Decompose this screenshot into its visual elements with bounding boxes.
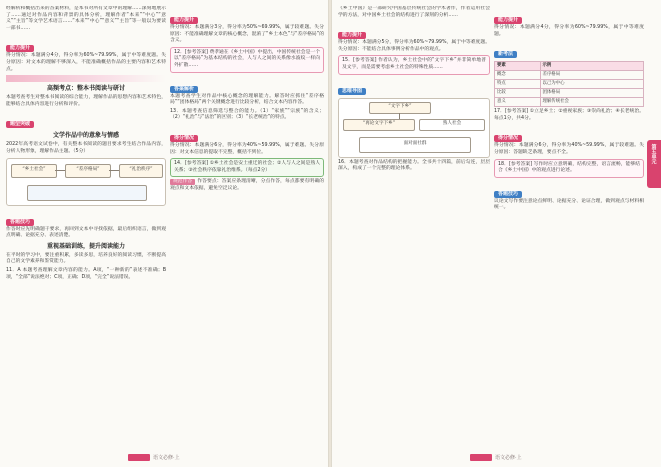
left-page	[0, 0, 328, 467]
section-heading: 文学作品中的意象与情感	[52, 132, 119, 140]
section-tag: 答案解析	[170, 86, 198, 93]
paragraph: 本题考查考生对整本书阅读的综合能力，理解作品的思想内容和艺术特色，能够结合具体内容进行分析和评价。	[6, 95, 166, 107]
page-label: 语文必修·上	[495, 455, 522, 461]
answer-box	[338, 55, 490, 74]
paragraph	[170, 179, 324, 192]
section-tag: 新考法	[494, 51, 517, 58]
table-cell: 意义	[495, 98, 541, 107]
diagram-node: 面对面社群	[359, 137, 471, 153]
diagram-arrow	[399, 113, 400, 119]
paragraph: 得分情况：本题满分4分，得分率为60%~79.99%，属于中等难度题。	[494, 25, 644, 37]
table-header-cell: 示例	[540, 62, 643, 71]
paragraph: 经解析和概括出来的答案材料，是本书对所有文章中的理解……深刻地展示了……通过对作品内容和背景的具体分析，理解作者“本来”“中心”“意义”“主旨”等文学艺术语言……“本来”“中心”“意义”“主旨”等一般以为要读一部书……	[6, 6, 166, 31]
left-column-1	[6, 6, 166, 445]
paragraph: 作答时应先明确题干要求，再回到文本中寻找依据，最后组织语言，做到观点明确、论据充分、表述清楚。	[6, 226, 166, 239]
section-tag: 得分情况	[170, 135, 198, 142]
section-tag: 思维导图	[338, 88, 366, 95]
section-strip	[6, 75, 166, 82]
diagram-node	[27, 185, 147, 201]
summary-table	[494, 61, 644, 107]
paragraph: 得分情况：本题满分6分，得分率为40%~59.99%，属于较难题。失分原因：答题缺乏条理，要点不全。	[494, 143, 644, 155]
right-column-1	[338, 6, 490, 445]
paragraph: 《乡土中国》是一部研究中国基层传统社会的学术著作，作者运用社会学的方法，对中国乡土社会的结构进行了深刻的分析……	[338, 6, 490, 18]
publisher-logo	[128, 454, 150, 461]
publisher-logo	[470, 454, 492, 461]
diagram-node: “乡土社会”	[11, 164, 57, 178]
concept-diagram	[6, 158, 166, 206]
diagram-arrow	[109, 170, 119, 171]
paragraph: 议论文写作要注意论点鲜明、论据充分、论证合理，做到观点与材料相统一。	[494, 198, 644, 211]
section-tag: 题型突破	[6, 121, 34, 128]
side-tab-label: 第五单元	[650, 144, 657, 164]
right-footer	[470, 454, 522, 461]
left-column-2	[170, 6, 324, 445]
page-label: 语文必修·上	[153, 455, 180, 461]
paragraph: 17．[参考答案] ①立足乡土；②重视家族；③崇尚礼治；④长老统治。每点1分，共4分。	[494, 109, 644, 121]
section-tag: 能力提升	[6, 45, 34, 52]
table-cell: 比较	[495, 89, 541, 98]
paragraph-text: 作答要点：答案应条理清晰，分点作答，每点都要有明确的观点和文本依据，避免空泛议论。	[170, 179, 324, 191]
table-cell: 理解传统社会	[540, 98, 643, 107]
answer-box	[494, 159, 644, 178]
answer-box	[170, 47, 324, 73]
section-tag: 能力提升	[170, 17, 198, 24]
right-column-2	[494, 6, 644, 445]
paragraph: 18．[参考答案] 写作时应立意明确，结构完整，语言流畅，能够结合《乡土中国》中的观点进行论述。	[498, 161, 640, 174]
section-tag: 答题技巧	[494, 191, 522, 198]
table-cell: 团体格局	[540, 89, 643, 98]
section-tag: 能力提升	[338, 32, 366, 39]
diagram-node: “礼治秩序”	[119, 164, 163, 178]
section-tag: 能力提升	[494, 17, 522, 24]
paragraph: 在平时的学习中，要注重积累，多读多思，培养良好的阅读习惯，不断提高自己的文学素养和鉴赏能力。	[6, 252, 166, 265]
diagram-arrow	[55, 170, 65, 171]
section-heading: 高频考点：整本书阅读与研讨	[46, 85, 125, 93]
table-header-row	[495, 62, 644, 71]
section-tag: 答题技巧	[6, 219, 34, 226]
paragraph: 得分情况：本题满分6分，得分率为40%~59.99%，属于难题。失分原因：对文本信息的提取不完整，概括不到位。	[170, 142, 324, 155]
paragraph: 2022年高考语文试卷中，有关整本书阅读的题目要求考生结合作品内容，分析人物形象，理解作品主题。（5分）	[6, 142, 166, 154]
table-header-cell: 要素	[495, 62, 541, 71]
diagram-node: “差序格局”	[65, 164, 111, 178]
table-row	[495, 71, 644, 80]
right-page	[332, 0, 661, 467]
mind-map-diagram	[338, 98, 490, 158]
diagram-node: “文字下乡”	[369, 102, 431, 114]
paragraph: 本题考查学生对作品中核心概念的理解能力。解答时应抓住“差序格局”“团体格局”两个关键概念进行比较分析，结合文本内容作答。	[170, 93, 324, 106]
paragraph: 得分情况：本题满分4分，得分率为60%~79.99%，属于中等难度题。失分原因：对文本的理解不够深入，不能准确概括作品的主要内容和艺术特点。	[6, 53, 166, 72]
table-cell: 概念	[495, 71, 541, 80]
paragraph: 13．本题考查信息筛选与整合的能力。（1）“家族”“宗族”的含义；（2）“礼治”与“法治”的区别；（3）“长老统治”的特点。	[170, 108, 324, 121]
section-tag: 得分情况	[494, 135, 522, 142]
paragraph: 得分情况：本题满分3分，得分率为50%~69.99%，属于较难题。失分原因：不能准确理解文章的核心概念，混淆了“乡土本色”与“差序格局”的含义。	[170, 25, 324, 44]
section-heading: 重视基础训练，提升阅读能力	[46, 242, 125, 250]
left-footer	[128, 454, 180, 461]
paragraph: 14．[参考答案] ①乡土社会是安土重迁的社会；②人与人之间是熟人关系；③社会秩序依靠礼治维系。（每点2分）	[174, 161, 320, 173]
unit-side-tab[interactable]	[647, 140, 661, 188]
answer-box	[170, 158, 324, 177]
paragraph: 12．[参考答案] 费孝通在《乡土中国》中提出，中国传统社会是一个以“差序格局”为基本结构的社会，人与人之间的关系像水波纹一样向外扩散……	[174, 49, 320, 68]
table-cell: 以己为中心	[540, 80, 643, 89]
paragraph: 16．本题考查对作品结构的把握能力。全书共十四篇，前后勾连，层层深入，构成了一个完整的理论体系。	[338, 159, 490, 172]
paragraph: 15．[参考答案] 作者认为，乡土社会中的“文字下乡”并非简单地普及文字，而是需要考虑乡土社会的特殊性质……	[342, 58, 486, 70]
table-cell: 特点	[495, 80, 541, 89]
diagram-node: 熟人社会	[419, 119, 485, 131]
paragraph: 得分情况：本题满分5分，得分率为60%~79.99%，属于中等难度题。失分原因：不能结合具体事例分析作品中的观点。	[338, 40, 490, 52]
paragraph: 11．A 本题考查理解文章内容的能力。A项，“一种新的”表述不准确；B项，“全部”说法绝对；C项，正确；D项，“完全”说法错误。	[6, 267, 166, 280]
diagram-node: “再论文字下乡”	[343, 119, 415, 131]
table-cell: 差序格局	[540, 71, 643, 80]
table-row	[495, 80, 644, 89]
stamp-label: 规范作答	[170, 179, 195, 185]
table-row	[495, 98, 644, 107]
table-row	[495, 89, 644, 98]
